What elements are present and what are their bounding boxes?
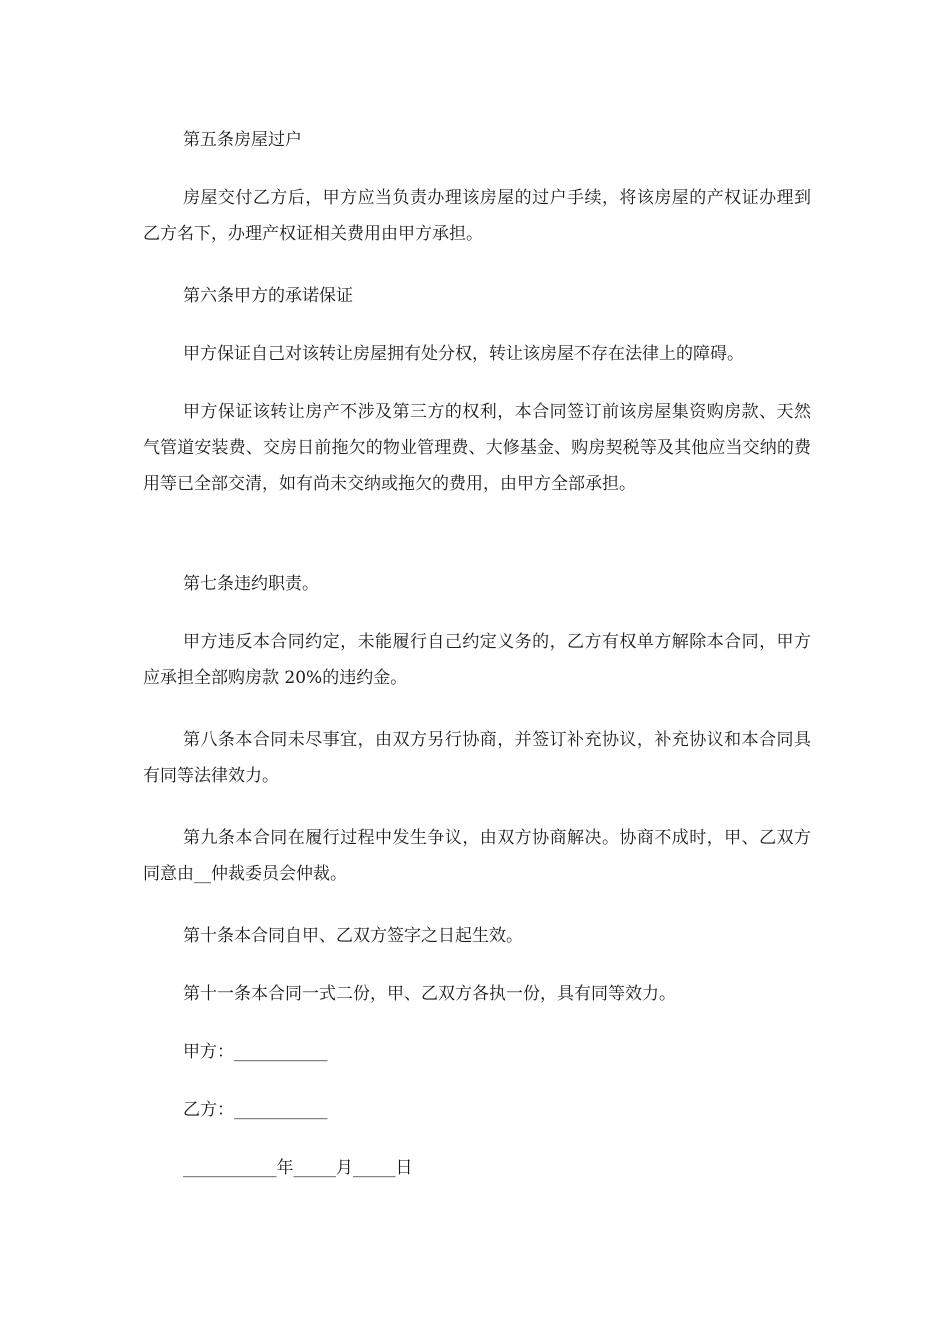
party-a-signature-line: 甲方：___________ — [183, 1042, 328, 1062]
article-10-text: 第十条本合同自甲、乙双方签字之日起生效。 — [183, 926, 523, 946]
signing-date-line: ___________年_____月_____日 — [183, 1158, 413, 1178]
article-8-text: 第八条本合同未尽事宜，由双方另行协商，并签订补充协议，补充协议和本合同具有同等法律效力。 — [143, 730, 811, 786]
article-6-text-1: 甲方保证自己对该转让房屋拥有处分权，转让该房屋不存在法律上的障碍。 — [183, 344, 744, 364]
article-7-heading: 第七条违约职责。 — [183, 574, 319, 594]
article-5-heading: 第五条房屋过户 — [183, 130, 302, 150]
article-7-text: 甲方违反本合同约定，未能履行自己约定义务的，乙方有权单方解除本合同，甲方应承担全部购房款 20%的违约金。 — [143, 632, 811, 688]
article-5-text: 房屋交付乙方后，甲方应当负责办理该房屋的过户手续，将该房屋的产权证办理到乙方名下，办理产权证相关费用由甲方承担。 — [143, 188, 811, 244]
article-6-heading: 第六条甲方的承诺保证 — [183, 286, 353, 306]
article-6-text-2: 甲方保证该转让房产不涉及第三方的权利，本合同签订前该房屋集资购房款、天然气管道安装费、交房日前拖欠的物业管理费、大修基金、购房契税等及其他应当交纳的费用等已全部交清，如有尚未交纳或拖欠的费用，由甲方全部承担。 — [143, 402, 811, 494]
article-9-text: 第九条本合同在履行过程中发生争议，由双方协商解决。协商不成时，甲、乙双方同意由__仲裁委员会仲裁。 — [143, 828, 811, 884]
party-b-signature-line: 乙方：___________ — [183, 1100, 328, 1120]
article-11-text: 第十一条本合同一式二份，甲、乙双方各执一份，具有同等效力。 — [183, 984, 676, 1004]
